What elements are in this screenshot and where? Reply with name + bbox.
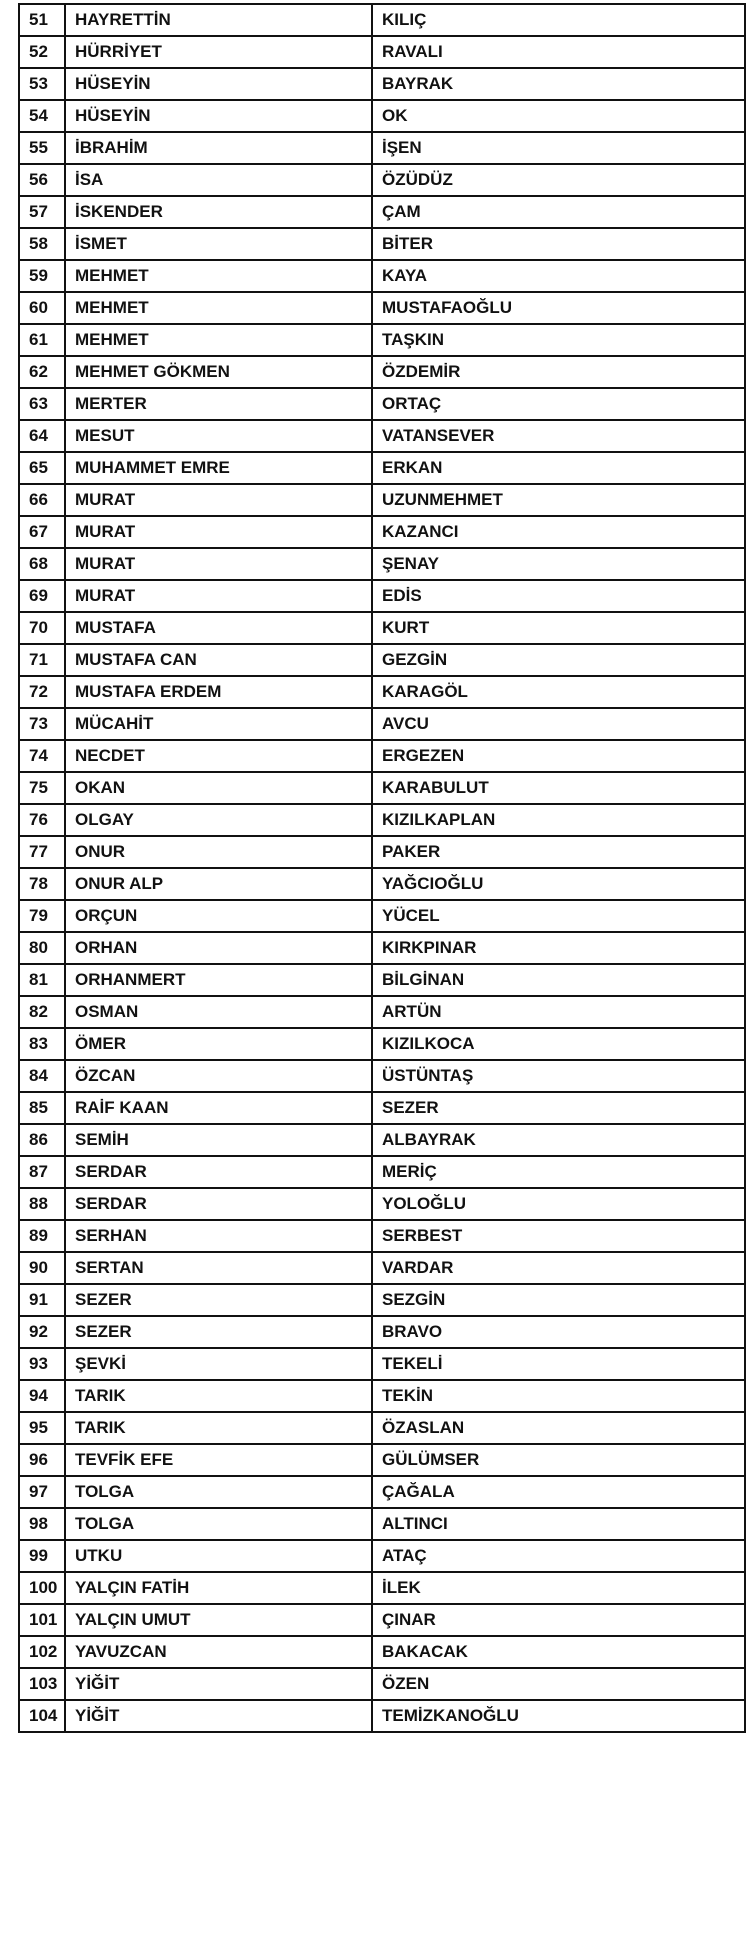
table-row [19,68,745,100]
first-name: ONUR [65,836,372,868]
last-name: ÖZDEMİR [372,356,745,388]
last-name: OK [372,100,745,132]
first-name: MUSTAFA [65,612,372,644]
row-number: 104 [19,1700,65,1732]
table-row [19,996,745,1028]
first-name: MESUT [65,420,372,452]
last-name: BAKACAK [372,1636,745,1668]
first-name: İSMET [65,228,372,260]
first-name: OLGAY [65,804,372,836]
table-row [19,1124,745,1156]
table-row [19,1540,745,1572]
first-name: MURAT [65,516,372,548]
first-name: ORHAN [65,932,372,964]
last-name: YOLOĞLU [372,1188,745,1220]
row-number: 92 [19,1316,65,1348]
table-row [19,1028,745,1060]
first-name: YAVUZCAN [65,1636,372,1668]
last-name: MUSTAFAOĞLU [372,292,745,324]
row-number: 88 [19,1188,65,1220]
last-name: BAYRAK [372,68,745,100]
first-name: MÜCAHİT [65,708,372,740]
row-number: 72 [19,676,65,708]
row-number: 62 [19,356,65,388]
row-number: 93 [19,1348,65,1380]
last-name: RAVALI [372,36,745,68]
table-row [19,644,745,676]
last-name: MERİÇ [372,1156,745,1188]
row-number: 80 [19,932,65,964]
row-number: 85 [19,1092,65,1124]
row-number: 74 [19,740,65,772]
row-number: 55 [19,132,65,164]
row-number: 89 [19,1220,65,1252]
row-number: 79 [19,900,65,932]
first-name: YİĞİT [65,1700,372,1732]
row-number: 81 [19,964,65,996]
table-row [19,1188,745,1220]
row-number: 71 [19,644,65,676]
row-number: 52 [19,36,65,68]
row-number: 97 [19,1476,65,1508]
first-name: NECDET [65,740,372,772]
first-name: RAİF KAAN [65,1092,372,1124]
last-name: KIRKPINAR [372,932,745,964]
row-number: 61 [19,324,65,356]
table-row [19,708,745,740]
table-row [19,1252,745,1284]
table-row [19,964,745,996]
table-row [19,868,745,900]
row-number: 57 [19,196,65,228]
first-name: TARIK [65,1412,372,1444]
table-row [19,1572,745,1604]
first-name: MURAT [65,548,372,580]
row-number: 76 [19,804,65,836]
row-number: 66 [19,484,65,516]
row-number: 59 [19,260,65,292]
last-name: TAŞKIN [372,324,745,356]
table-row [19,388,745,420]
last-name: ÖZÜDÜZ [372,164,745,196]
table-row [19,580,745,612]
table-row [19,1380,745,1412]
last-name: ÜSTÜNTAŞ [372,1060,745,1092]
table-row [19,676,745,708]
last-name: ÇINAR [372,1604,745,1636]
first-name: MURAT [65,484,372,516]
last-name: KIZILKOCA [372,1028,745,1060]
first-name: OSMAN [65,996,372,1028]
last-name: ÖZEN [372,1668,745,1700]
row-number: 53 [19,68,65,100]
table-row [19,1092,745,1124]
table-row [19,1316,745,1348]
last-name: YÜCEL [372,900,745,932]
first-name: SEZER [65,1316,372,1348]
first-name: TARIK [65,1380,372,1412]
last-name: ERGEZEN [372,740,745,772]
last-name: BİLGİNAN [372,964,745,996]
last-name: İLEK [372,1572,745,1604]
table-row [19,36,745,68]
row-number: 99 [19,1540,65,1572]
last-name: ÇAĞALA [372,1476,745,1508]
row-number: 98 [19,1508,65,1540]
table-row [19,612,745,644]
names-table-body [19,4,745,1732]
table-row [19,1412,745,1444]
row-number: 94 [19,1380,65,1412]
first-name: İSA [65,164,372,196]
last-name: VARDAR [372,1252,745,1284]
first-name: MURAT [65,580,372,612]
last-name: VATANSEVER [372,420,745,452]
row-number: 58 [19,228,65,260]
first-name: SERTAN [65,1252,372,1284]
last-name: KURT [372,612,745,644]
table-row [19,1444,745,1476]
table-row [19,1636,745,1668]
table-row [19,260,745,292]
first-name: MUHAMMET EMRE [65,452,372,484]
row-number: 95 [19,1412,65,1444]
first-name: HAYRETTİN [65,4,372,36]
table-row [19,900,745,932]
row-number: 82 [19,996,65,1028]
row-number: 63 [19,388,65,420]
first-name: ORÇUN [65,900,372,932]
first-name: YİĞİT [65,1668,372,1700]
last-name: KAZANCI [372,516,745,548]
first-name: ÖMER [65,1028,372,1060]
first-name: SERHAN [65,1220,372,1252]
row-number: 70 [19,612,65,644]
last-name: KILIÇ [372,4,745,36]
table-row [19,1604,745,1636]
first-name: HÜSEYİN [65,100,372,132]
table-row [19,420,745,452]
last-name: SEZGİN [372,1284,745,1316]
first-name: UTKU [65,1540,372,1572]
last-name: UZUNMEHMET [372,484,745,516]
names-table [18,3,746,1733]
row-number: 64 [19,420,65,452]
first-name: MEHMET [65,292,372,324]
last-name: YAĞCIOĞLU [372,868,745,900]
row-number: 54 [19,100,65,132]
last-name: GÜLÜMSER [372,1444,745,1476]
row-number: 51 [19,4,65,36]
first-name: MUSTAFA ERDEM [65,676,372,708]
table-row [19,164,745,196]
table-row [19,292,745,324]
row-number: 68 [19,548,65,580]
first-name: HÜSEYİN [65,68,372,100]
first-name: OKAN [65,772,372,804]
first-name: MERTER [65,388,372,420]
table-row [19,516,745,548]
first-name: TOLGA [65,1508,372,1540]
last-name: ARTÜN [372,996,745,1028]
last-name: ŞENAY [372,548,745,580]
table-row [19,1060,745,1092]
table-row [19,548,745,580]
last-name: EDİS [372,580,745,612]
last-name: TEMİZKANOĞLU [372,1700,745,1732]
first-name: MUSTAFA CAN [65,644,372,676]
row-number: 84 [19,1060,65,1092]
last-name: ORTAÇ [372,388,745,420]
table-row [19,772,745,804]
table-row [19,196,745,228]
first-name: ONUR ALP [65,868,372,900]
table-row [19,804,745,836]
last-name: KARABULUT [372,772,745,804]
table-row [19,228,745,260]
row-number: 103 [19,1668,65,1700]
last-name: ÖZASLAN [372,1412,745,1444]
table-row [19,932,745,964]
row-number: 73 [19,708,65,740]
table-row [19,132,745,164]
row-number: 102 [19,1636,65,1668]
row-number: 91 [19,1284,65,1316]
table-row [19,1156,745,1188]
row-number: 56 [19,164,65,196]
first-name: İSKENDER [65,196,372,228]
row-number: 96 [19,1444,65,1476]
row-number: 83 [19,1028,65,1060]
last-name: ATAÇ [372,1540,745,1572]
last-name: GEZGİN [372,644,745,676]
last-name: BİTER [372,228,745,260]
first-name: ÖZCAN [65,1060,372,1092]
last-name: ERKAN [372,452,745,484]
last-name: ALBAYRAK [372,1124,745,1156]
first-name: SERDAR [65,1156,372,1188]
row-number: 67 [19,516,65,548]
table-row [19,836,745,868]
first-name: SEMİH [65,1124,372,1156]
first-name: MEHMET [65,260,372,292]
row-number: 86 [19,1124,65,1156]
first-name: YALÇIN UMUT [65,1604,372,1636]
first-name: YALÇIN FATİH [65,1572,372,1604]
row-number: 65 [19,452,65,484]
last-name: SERBEST [372,1220,745,1252]
row-number: 75 [19,772,65,804]
last-name: SEZER [372,1092,745,1124]
last-name: KAYA [372,260,745,292]
last-name: BRAVO [372,1316,745,1348]
row-number: 87 [19,1156,65,1188]
table-row [19,1508,745,1540]
last-name: İŞEN [372,132,745,164]
first-name: HÜRRİYET [65,36,372,68]
row-number: 90 [19,1252,65,1284]
table-row [19,356,745,388]
first-name: MEHMET [65,324,372,356]
table-row [19,740,745,772]
table-row [19,1668,745,1700]
first-name: MEHMET GÖKMEN [65,356,372,388]
first-name: SERDAR [65,1188,372,1220]
table-row [19,324,745,356]
table-row [19,1476,745,1508]
first-name: ORHANMERT [65,964,372,996]
table-row [19,100,745,132]
first-name: TEVFİK EFE [65,1444,372,1476]
row-number: 100 [19,1572,65,1604]
last-name: KIZILKAPLAN [372,804,745,836]
table-row [19,1348,745,1380]
table-row [19,1700,745,1732]
table-row [19,1220,745,1252]
row-number: 69 [19,580,65,612]
first-name: İBRAHİM [65,132,372,164]
first-name: SEZER [65,1284,372,1316]
first-name: TOLGA [65,1476,372,1508]
last-name: TEKELİ [372,1348,745,1380]
row-number: 60 [19,292,65,324]
last-name: AVCU [372,708,745,740]
last-name: ALTINCI [372,1508,745,1540]
table-row [19,4,745,36]
last-name: TEKİN [372,1380,745,1412]
table-row [19,484,745,516]
table-row [19,1284,745,1316]
last-name: KARAGÖL [372,676,745,708]
last-name: PAKER [372,836,745,868]
row-number: 101 [19,1604,65,1636]
last-name: ÇAM [372,196,745,228]
table-row [19,452,745,484]
row-number: 78 [19,868,65,900]
row-number: 77 [19,836,65,868]
first-name: ŞEVKİ [65,1348,372,1380]
